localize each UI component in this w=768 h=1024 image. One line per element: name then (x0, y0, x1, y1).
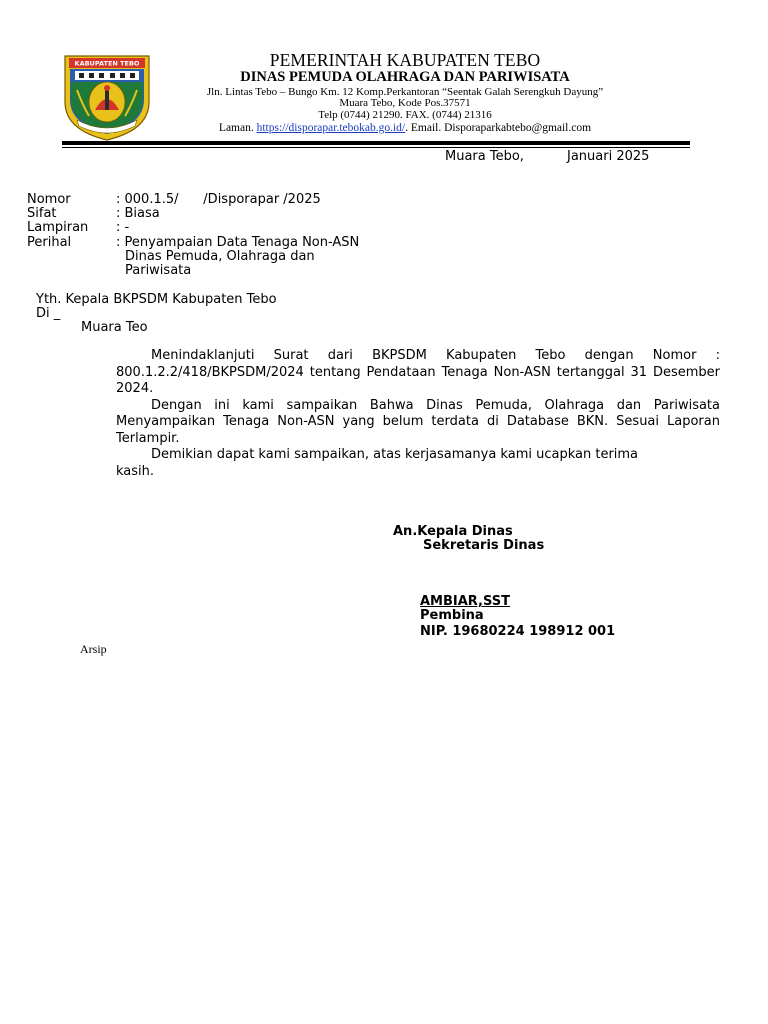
perihal-value-line1: : Penyampaian Data Tenaga Non-ASN (116, 235, 360, 250)
letterhead-contact (155, 122, 655, 134)
signatory-rank: Pembina (420, 608, 484, 623)
letterhead-department-name: DINAS PEMUDA OLAHRAGA DAN PARIWISATA (240, 69, 570, 85)
sifat-value: : Biasa (116, 206, 160, 221)
recipient-di: Di _ (36, 306, 61, 321)
date-place: Muara Tebo, (445, 149, 524, 164)
kabupaten-tebo-logo-icon (61, 50, 153, 142)
perihal-value-line3: Pariwisata (125, 263, 192, 278)
body-paragraph-3-tail: kasih. (116, 463, 155, 479)
letterhead-government-name: PEMERINTAH KABUPATEN TEBO (269, 50, 541, 70)
body-paragraph-2: Dengan ini kami sampaikan Bahwa Dinas Pemuda, Olahraga dan Pariwisata Menyampaikan Tenaga Non-ASN yang belum terdata di Database BKN. Sesuai Laporan Terlampir. (116, 397, 720, 446)
letterhead-phone-fax: Telp (0744) 21290. FAX. (0744) 21316 (318, 109, 492, 121)
lampiran-value: : - (116, 220, 130, 235)
letterhead-divider-thick (62, 141, 690, 145)
nomor-value: : 000.1.5/ /Disporapar /2025 (116, 192, 321, 207)
nomor-label: Nomor (27, 192, 71, 207)
letterhead-divider-thin (62, 147, 690, 148)
perihal-label: Perihal (27, 235, 72, 250)
lampiran-label: Lampiran (27, 220, 89, 235)
arsip-note: Arsip (80, 642, 107, 656)
recipient-city: Muara Teo (81, 320, 148, 335)
sifat-label: Sifat (27, 206, 57, 221)
letterhead-postal-code: Muara Tebo, Kode Pos.37571 (339, 97, 471, 109)
letter-body (116, 348, 720, 480)
signature-position-1: An.Kepala Dinas (393, 524, 513, 539)
letterhead-website-label: Laman. (218, 122, 257, 134)
letterhead-address: Jln. Lintas Tebo – Bungo Km. 12 Komp.Perkantoran “Seentak Galah Serengkuh Dayung” (206, 86, 604, 98)
svg-text:KABUPATEN TEBO: KABUPATEN TEBO (74, 59, 140, 68)
body-paragraph-3: Demikian dapat kami sampaikan, atas kerjasamanya kami ucapkan terima (151, 447, 639, 462)
perihal-value-line2: Dinas Pemuda, Olahraga dan (125, 249, 315, 264)
signatory-name: AMBIAR,SST (420, 594, 511, 609)
signatory-nip: NIP. 19680224 198912 001 (420, 624, 616, 639)
body-paragraph-1: Menindaklanjuti Surat dari BKPSDM Kabupaten Tebo dengan Nomor : 800.1.2.2/418/BKPSDM/2024 tentang Pendataan Tenaga Non-ASN tertanggal 31 Desember 2024. (116, 348, 720, 396)
letterhead-email: . Email. Disporaparkabtebo@gmail.com (405, 122, 592, 134)
letter-date (445, 149, 649, 164)
website-link[interactable]: https://disporapar.tebokab.go.id/ (256, 122, 406, 134)
recipient-title: Yth. Kepala BKPSDM Kabupaten Tebo (36, 292, 277, 307)
date-month-year: Januari 2025 (567, 149, 650, 164)
signature-position-2: Sekretaris Dinas (423, 538, 545, 553)
